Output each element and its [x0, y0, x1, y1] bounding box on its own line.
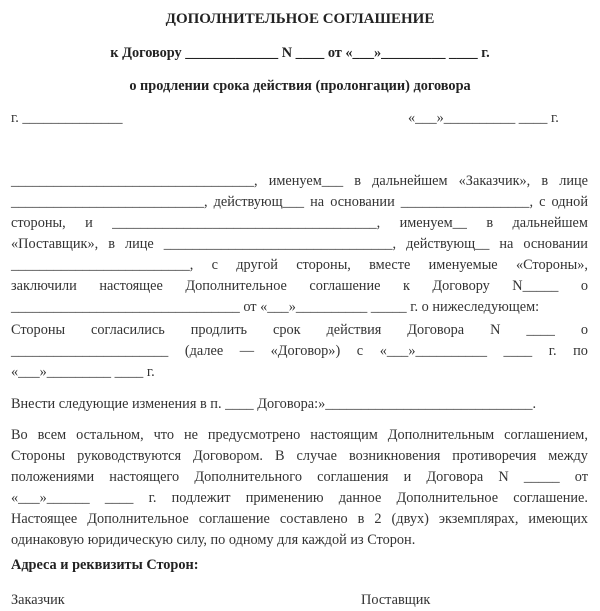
changes-paragraph: Внести следующие изменения в п. ____ Договора:»_____________________________. — [11, 396, 537, 412]
word: и — [403, 469, 412, 485]
word: основании — [523, 236, 588, 252]
word: Дополнительное — [396, 490, 499, 506]
word: соглашение. — [513, 490, 588, 506]
date-field: «___»__________ ____ г. — [408, 110, 559, 126]
word: дальнейшем — [512, 215, 588, 231]
word: о — [580, 322, 588, 338]
word: «___»______ — [11, 490, 90, 506]
word: г. — [148, 490, 157, 506]
word: экземплярах, — [438, 511, 519, 527]
preamble-line — [11, 237, 588, 251]
word: именуемые — [428, 257, 498, 273]
word: действия — [326, 322, 382, 338]
word: к — [402, 278, 410, 294]
word: в — [486, 215, 494, 231]
word: в — [357, 511, 365, 527]
word: N_____ — [512, 278, 559, 294]
word: с — [211, 257, 218, 273]
word: действующ__ — [406, 236, 490, 252]
closing-line — [11, 470, 588, 484]
word: г. — [548, 343, 557, 359]
customer-label: Заказчик — [11, 592, 65, 608]
word: Стороны — [11, 322, 66, 338]
word: Дополнительное — [185, 278, 287, 294]
word: соглашение — [309, 278, 381, 294]
document-title: ДОПОЛНИТЕЛЬНОЕ СОГЛАШЕНИЕ — [165, 11, 435, 27]
word: Договором. — [193, 448, 264, 464]
word: Договора — [426, 469, 484, 485]
document-subject: о продлении срока действия (пролонгации) договора — [129, 78, 471, 94]
word: соглашением, — [504, 427, 588, 443]
word: __________________, — [400, 194, 534, 210]
word: настоящим — [310, 427, 378, 443]
preamble-line — [11, 258, 588, 272]
word: случае — [296, 448, 337, 464]
word: составлено — [279, 511, 348, 527]
word: ____ — [104, 490, 134, 506]
word: предусмотрено — [207, 427, 301, 443]
word: N — [490, 322, 501, 338]
extension-line — [11, 344, 588, 358]
word: лице — [124, 236, 154, 252]
word: ________________________________ от «___»__________ _____ г. о нижеследующем: — [11, 299, 540, 315]
word: — — [239, 343, 255, 359]
word: именуем___ — [268, 173, 344, 189]
word: Во — [11, 427, 28, 443]
word: согласились — [91, 322, 165, 338]
closing-line — [11, 533, 415, 547]
word: «___»__________ — [379, 343, 487, 359]
word: ______________________ — [11, 343, 169, 359]
word: с — [539, 194, 546, 210]
document-subtitle: к Договору _____________ N ____ от «___»_________ ____ г. — [110, 45, 490, 61]
word: «Договор») — [270, 343, 341, 359]
word: _____________________________________, — [112, 215, 381, 231]
place-field: г. ______________ — [11, 110, 123, 126]
word: Стороны — [11, 448, 66, 464]
word: одинаковую юридическую силу, по одному для каждой из Сторон. — [11, 532, 416, 548]
preamble-line — [11, 216, 588, 230]
word: ____ — [503, 343, 533, 359]
word: в — [541, 173, 549, 189]
word: Настоящее — [11, 511, 78, 527]
word: продлить — [190, 322, 248, 338]
extension-line — [11, 365, 155, 379]
addresses-heading: Адреса и реквизиты Сторон: — [11, 557, 199, 573]
word: срок — [273, 322, 301, 338]
word: «Поставщик», — [11, 236, 99, 252]
word: что — [153, 427, 175, 443]
word: «Заказчик», — [458, 173, 531, 189]
word: действующ___ — [213, 194, 305, 210]
word: в — [108, 236, 115, 252]
word: N — [498, 469, 509, 485]
word: положениями — [11, 469, 95, 485]
word: настоящего — [109, 469, 180, 485]
closing-line — [11, 428, 588, 442]
closing-line — [11, 491, 588, 505]
word: дальнейшем — [372, 173, 448, 189]
word: Дополнительного — [194, 469, 302, 485]
word: одной — [551, 194, 588, 210]
word: и — [85, 215, 93, 231]
word: между — [548, 448, 588, 464]
word: «___»_________ ____ г. — [11, 364, 155, 380]
preamble-line — [11, 300, 539, 314]
word: на — [310, 194, 325, 210]
word: _____ — [523, 469, 560, 485]
preamble-line — [11, 174, 588, 188]
word: настоящее — [99, 278, 163, 294]
word: всем — [37, 427, 67, 443]
word: ____ — [526, 322, 555, 338]
word: заключили — [11, 278, 77, 294]
word: соглашение — [198, 511, 270, 527]
word: Договору — [432, 278, 490, 294]
word: стороны, — [11, 215, 66, 231]
word: о — [580, 278, 588, 294]
closing-line — [11, 449, 588, 463]
preamble-line — [11, 195, 588, 209]
word: В — [274, 448, 285, 464]
word: 2 — [374, 511, 382, 527]
word: на — [499, 236, 514, 252]
word: (далее — [184, 343, 224, 359]
word: с — [356, 343, 364, 359]
word: ________________________________, — [163, 236, 397, 252]
preamble-line — [11, 279, 588, 293]
word: стороны, — [296, 257, 351, 273]
word: остальном, — [76, 427, 144, 443]
extension-line — [11, 323, 588, 337]
word: Договора — [407, 322, 465, 338]
word: по — [573, 343, 588, 359]
word: соглашения — [317, 469, 389, 485]
word: Дополнительным — [387, 427, 495, 443]
word: данное — [338, 490, 382, 506]
closing-line — [11, 512, 588, 526]
word: именуем__ — [399, 215, 467, 231]
word: __________________________________, — [11, 173, 258, 189]
word: (двух) — [391, 511, 429, 527]
word: не — [183, 427, 198, 443]
word: от — [574, 469, 588, 485]
word: основании — [330, 194, 395, 210]
word: подлежит — [171, 490, 231, 506]
word: другой — [236, 257, 278, 273]
word: в — [354, 173, 362, 189]
word: вместе — [369, 257, 411, 273]
word: Дополнительное — [87, 511, 189, 527]
word: имеющих — [528, 511, 588, 527]
word: _________________________, — [11, 257, 194, 273]
supplier-label: Поставщик — [361, 592, 431, 608]
word: противоречия — [452, 448, 537, 464]
word: ___________________________, — [11, 194, 208, 210]
word: применению — [245, 490, 324, 506]
word: лице — [559, 173, 588, 189]
word: руководствуются — [77, 448, 182, 464]
word: «Стороны», — [515, 257, 588, 273]
word: возникновения — [348, 448, 441, 464]
